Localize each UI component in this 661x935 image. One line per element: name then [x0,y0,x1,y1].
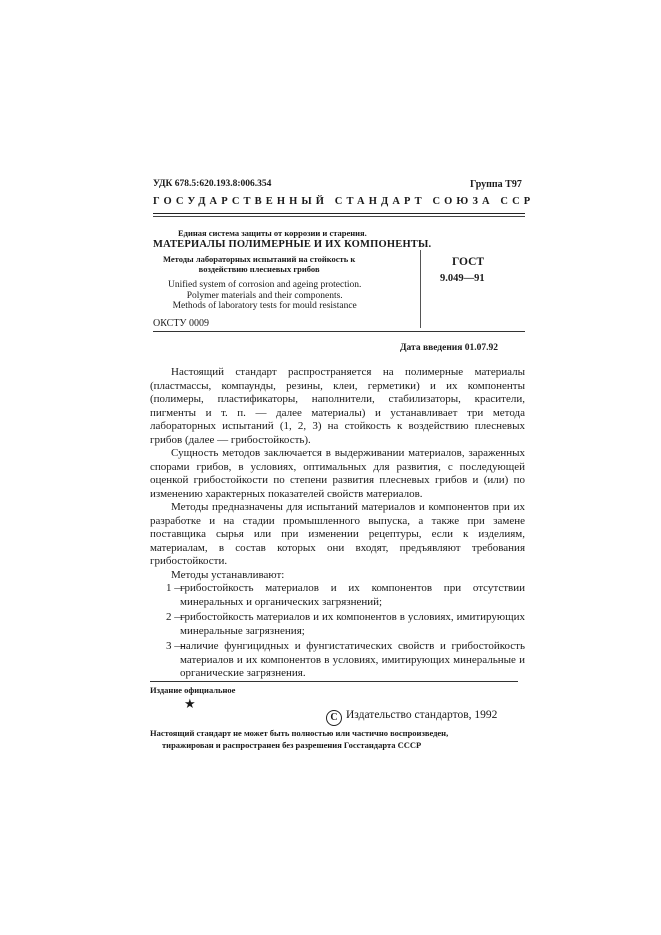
document-title: МАТЕРИАЛЫ ПОЛИМЕРНЫЕ И ИХ КОМПОНЕНТЫ. [153,239,432,250]
list-item-number: 2 — [166,611,186,623]
state-standard-heading: ГОСУДАРСТВЕННЫЙ СТАНДАРТ СОЮЗА ССР [153,196,535,207]
list-item-text: наличие фунгицидных и фунгистатических свойств и грибостойкость материалов и их компонентов в условиях, имитирующих минеральные и органические загрязнения. [180,640,525,679]
udk-code: УДК 678.5:620.193.8:006.354 [153,179,272,189]
introduction-date: Дата введения 01.07.92 [400,343,499,353]
methods-ru-line1: Методы лабораторных испытаний на стойкость к [163,254,356,264]
official-edition-label: Издание официальное [150,685,236,695]
footer-rule [150,681,518,682]
series-title: Единая система защиты от коррозии и старения. [178,228,367,238]
list-item-text: грибостойкость материалов и их компонентов в условиях, имитирующих минеральные загрязнения; [180,611,525,637]
title-bottom-rule [153,331,525,332]
copyright-icon: C [326,710,342,726]
list-item-number: 1 — [166,582,186,594]
header-rule-thick [153,213,525,214]
body-text [150,366,525,683]
list-item-text: грибостойкость материалов и их компонентов при отсутствии минеральных и органических загрязнений; [180,582,525,608]
methods-en-line1: Unified system of corrosion and ageing protection. [168,280,362,290]
paragraph-purpose: Методы предназначены для испытаний материалов и компонентов при их разработке и на стадии промышленного выпуска, а также при замене поставщика сырья или при изменении рецептуры, если к изделиям, материалам, в состав которых они входят, предъявляют требования грибостойкости. [150,501,525,567]
gost-label: ГОСТ [452,256,485,268]
methods-title-ru [163,255,355,274]
title-divider [420,250,421,328]
reproduction-notice-line2: тиражирован и распространен без разрешения Госстандарта СССР [162,740,422,750]
list-item [150,640,525,681]
paragraph-methods-intro: Методы устанавливают: [171,568,285,581]
methods-en-line3: Methods of laboratory tests for mould resistance [172,301,357,311]
okstu-code: ОКСТУ 0009 [153,318,210,329]
paragraph-scope: Настоящий стандарт распространяется на полимерные материалы (пластмассы, компаунды, резины, клеи, герметики) и их компоненты (полимеры, пластификаторы, наполнители, стабилизаторы, красители, пигменты и т. п. — далее материалы) и устанавливает три метода лабораторных испытаний (1, 2, 3) на стойкость к воздействию плесневых грибов (далее — грибостойкость). [150,366,525,446]
gost-number: 9.049—91 [440,273,485,284]
group-code: Группа Т97 [470,179,522,190]
copyright-text: Издательство стандартов, 1992 [346,709,498,721]
methods-en-line2: Polymer materials and their components. [186,290,343,301]
paragraph-essence: Сущность методов заключается в выдерживании материалов, зараженных спорами грибов, в условиях, оптимальных для развития, с последующей оценкой грибостойкости по степени развития плесневых грибов и (или) по изменению характерных показателей свойств материалов. [150,447,525,500]
methods-ru-line2: воздействию плесневых грибов [198,263,320,274]
list-item [150,582,525,609]
star-icon: ★ [184,696,196,711]
reproduction-notice-line1: Настоящий стандарт не может быть полностью или частично воспроизведен, [150,728,449,738]
list-item [150,611,525,638]
list-item-number: 3 — [166,640,186,652]
copyright-line [326,709,497,726]
methods-title-en [168,280,361,312]
header-rule-thin [153,216,525,217]
